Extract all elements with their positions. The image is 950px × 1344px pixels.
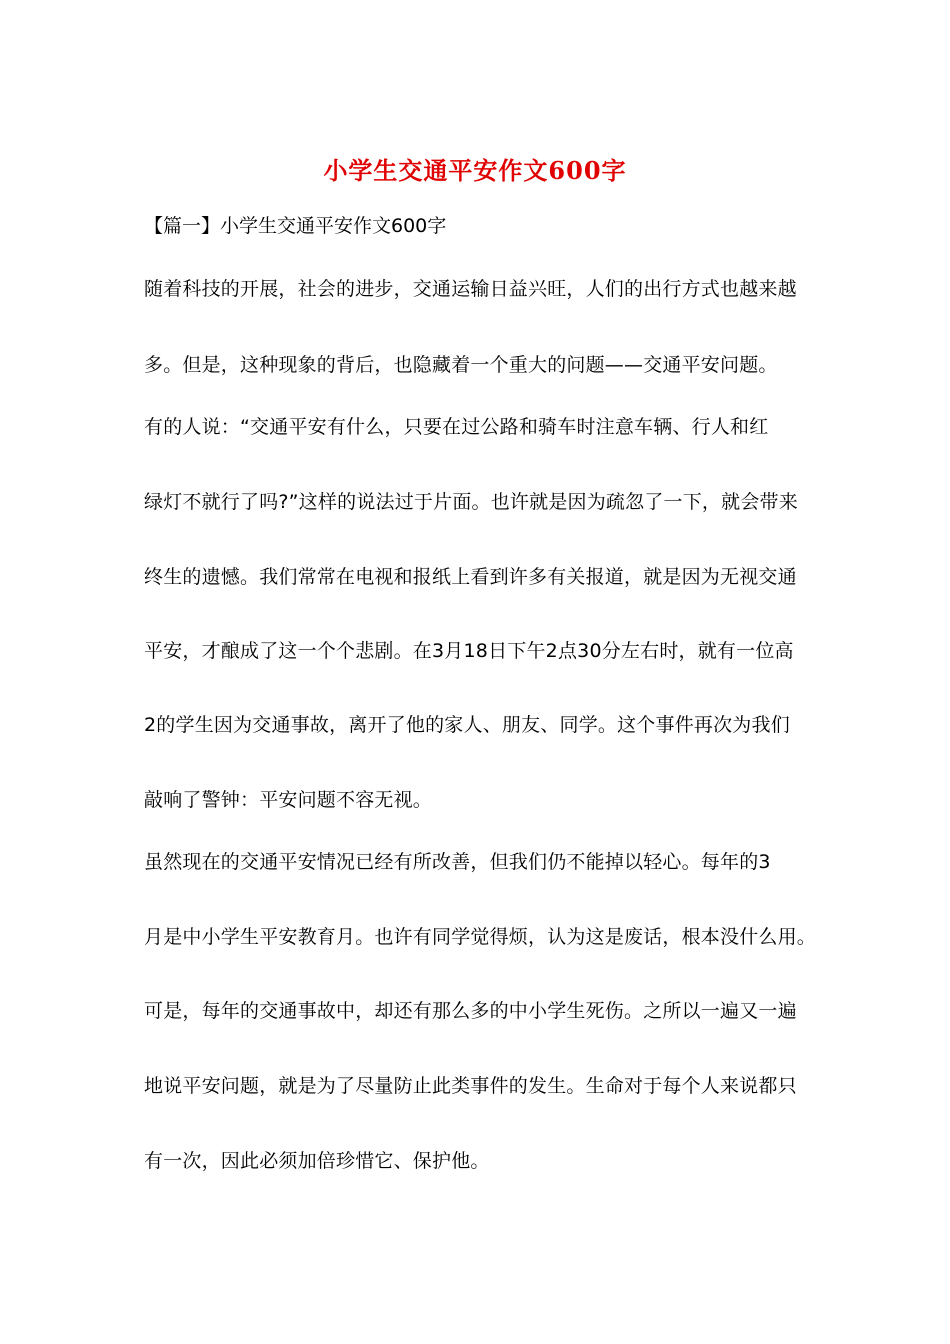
document-title: 小学生交通平安作文600字 (323, 156, 627, 185)
body-line: 绿灯不就行了吗?”这样的说法过于片面。也许就是因为疏忽了一下，就会带来 (144, 491, 798, 513)
body-line: 随着科技的开展，社会的进步，交通运输日益兴旺，人们的出行方式也越来越 (144, 278, 797, 300)
body-line: 有的人说：“交通平安有什么，只要在过公路和骑车时注意车辆、行人和红 (144, 416, 769, 438)
body-line: 地说平安问题，就是为了尽量防止此类事件的发生。生命对于每个人来说都只 (144, 1075, 797, 1097)
body-line: 有一次，因此必须加倍珍惜它、保护他。 (144, 1150, 490, 1172)
body-line: 2的学生因为交通事故，离开了他的家人、朋友、同学。这个事件再次为我们 (144, 714, 790, 736)
body-line: 多。但是，这种现象的背后，也隐藏着一个重大的问题——交通平安问题。 (144, 354, 778, 376)
body-line: 虽然现在的交通平安情况已经有所改善，但我们仍不能掉以轻心。每年的3 (144, 851, 771, 873)
section-heading: 【篇一】小学生交通平安作文600字 (144, 215, 447, 237)
body-line: 月是中小学生平安教育月。也许有同学觉得烦，认为这是废话，根本没什么用。 (144, 926, 817, 948)
body-line: 终生的遗憾。我们常常在电视和报纸上看到许多有关报道，就是因为无视交通 (144, 566, 797, 588)
body-line: 敲响了警钟：平安问题不容无视。 (144, 789, 433, 811)
body-line: 可是，每年的交通事故中，却还有那么多的中小学生死伤。之所以一遍又一遍 (144, 1000, 797, 1022)
body-line: 平安，才酿成了这一个个悲剧。在3月18日下午2点30分左右时，就有一位高 (144, 640, 794, 662)
